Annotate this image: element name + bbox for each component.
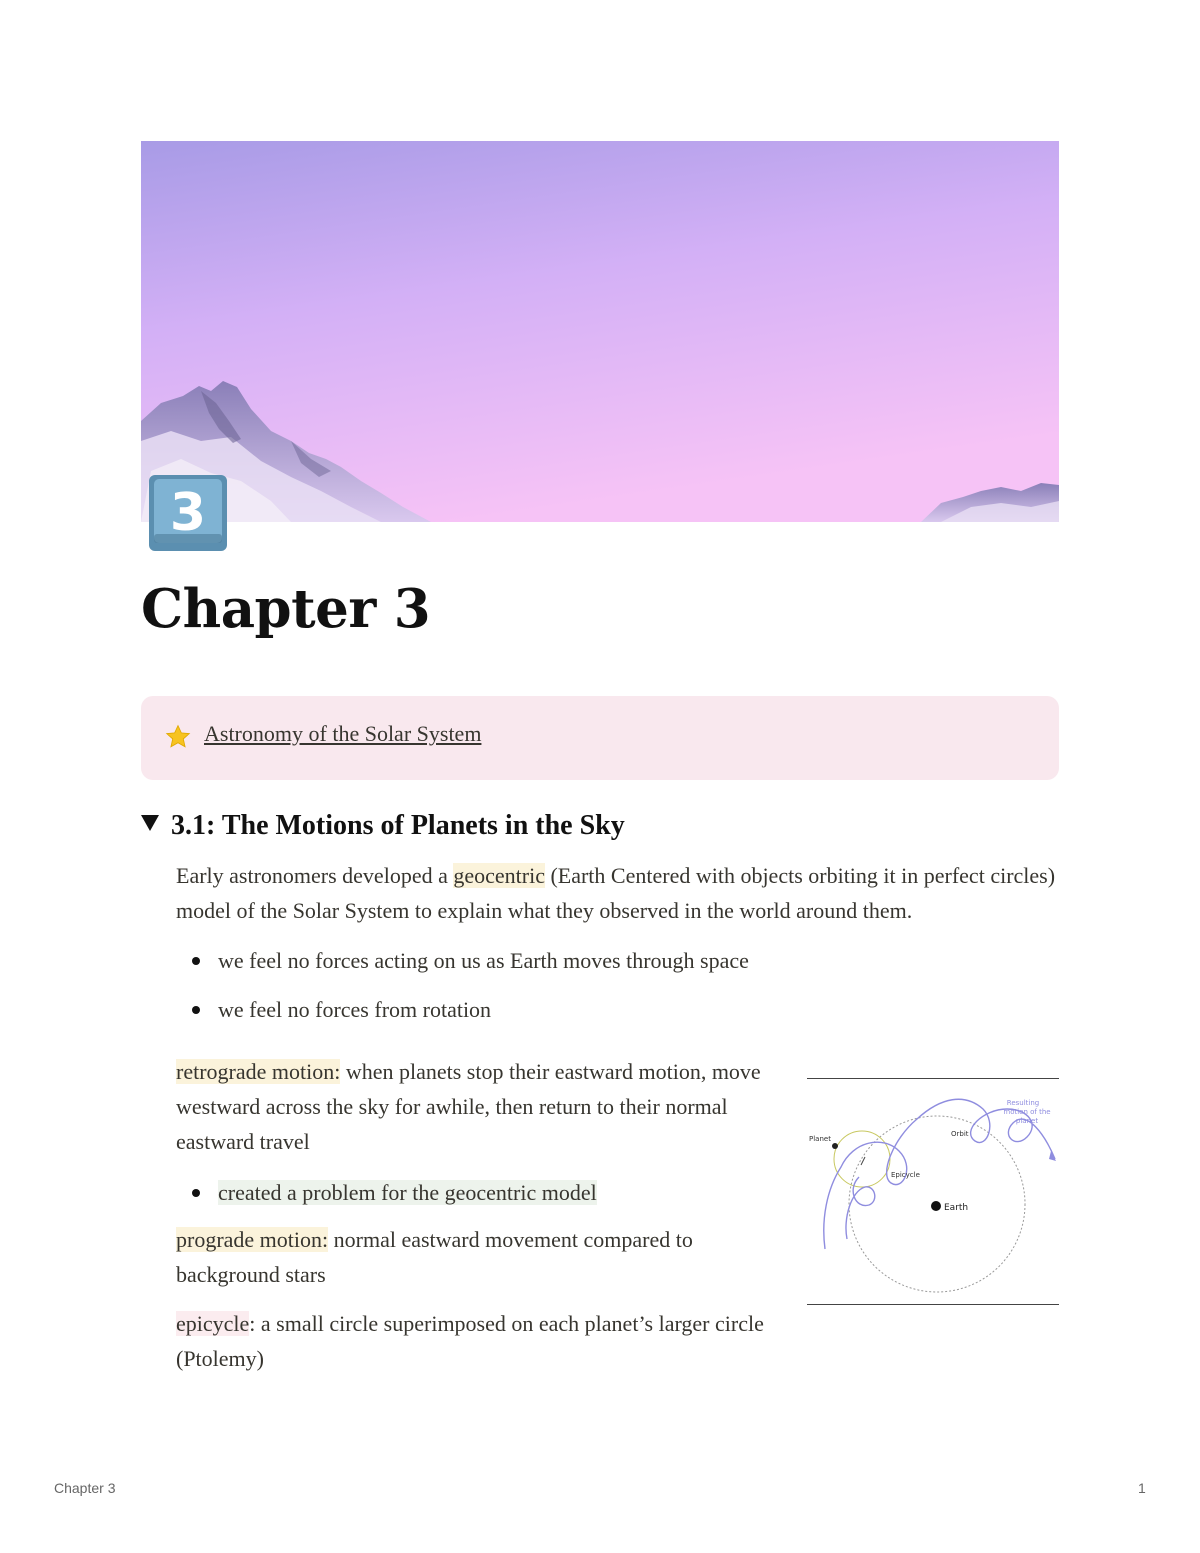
epicycle-circle [834,1131,890,1187]
retrograde-paragraph [176,1054,776,1159]
retrograde-term: retrograde motion: [176,1059,341,1084]
earth-label: Earth [944,1203,969,1213]
list-item: we feel no forces from rotation [176,992,749,1027]
prograde-definition: normal eastward movement compared to background stars [176,1227,693,1287]
resulting-label-line1: Resulting [1006,1099,1040,1107]
epicycle-diagram [807,1078,1059,1305]
prograde-term: prograde motion: [176,1227,329,1252]
intro-bullet-list [176,943,749,1027]
intro-text-after: (Earth Centered with objects orbiting it in perfect circles) model of the Solar System to explain what they observed in the world around them. [176,863,1056,923]
geocentric-problem-highlight: created a problem for the geocentric model [218,1180,597,1205]
epicycle-label: Epicycle [891,1171,920,1179]
list-item: we feel no forces acting on us as Earth moves through space [176,943,749,978]
list-item [176,1175,597,1210]
callout [141,696,1059,780]
epicycle-definition: : a small circle superimposed on each planet’s larger circle (Ptolemy) [176,1311,764,1371]
planet-dot [832,1143,838,1149]
planet-label: Planet [809,1135,831,1143]
geocentric-highlight: geocentric [453,863,545,888]
section-toggle[interactable] [141,810,625,842]
footer-chapter: Chapter 3 [54,1480,116,1496]
earth-dot [931,1201,941,1211]
star-icon [165,724,191,750]
astronomy-link[interactable]: Astronomy of the Solar System [204,721,482,746]
footer-page-number: 1 [1138,1480,1146,1496]
cover-image [141,141,1059,522]
triangle-down-icon[interactable] [141,815,159,831]
section-heading: 3.1: The Motions of Planets in the Sky [171,810,625,841]
keycap-3-icon [148,474,228,552]
retrograde-bullet-list [176,1175,597,1210]
epicycle-paragraph [176,1306,776,1376]
intro-text-before: Early astronomers developed a [176,863,454,888]
orbit-label: Orbit [951,1130,969,1138]
intro-paragraph [176,858,1056,928]
epicycle-term: epicycle [176,1311,250,1336]
page-title: Chapter 3 [141,578,431,640]
page-icon-label: 3 [169,483,207,543]
retrograde-definition: when planets stop their eastward motion, move westward across the sky for awhile, then return to their normal eastward travel [176,1059,761,1154]
resulting-label-line2: motion of the [1003,1108,1051,1116]
prograde-paragraph [176,1222,776,1292]
resulting-label-line3: planet [1015,1117,1039,1125]
